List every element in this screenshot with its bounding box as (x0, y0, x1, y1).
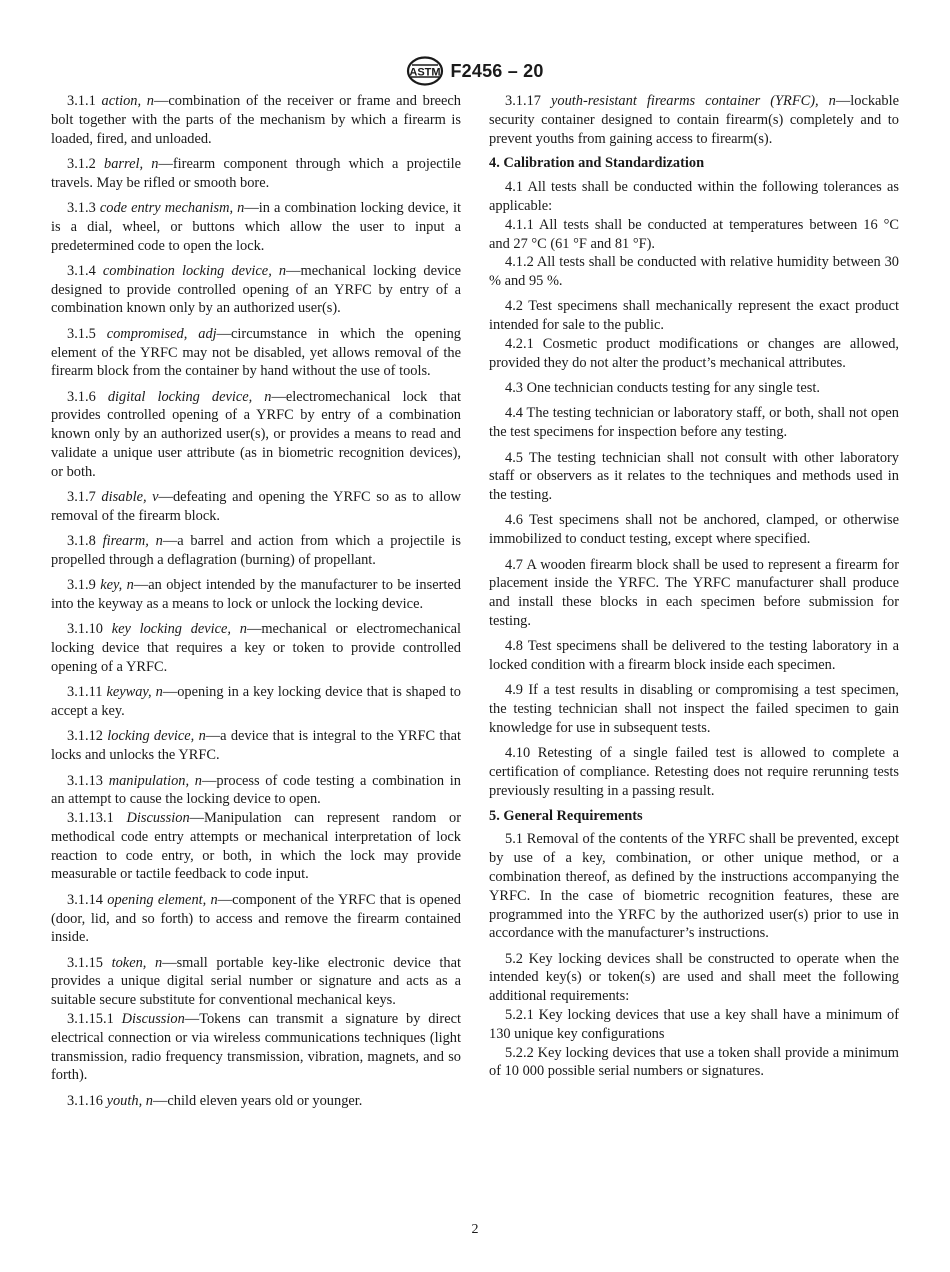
clause-number: 3.1.13.1 (67, 810, 114, 827)
defined-term: combination locking device, n (102, 262, 287, 279)
clause-paragraph (489, 511, 899, 549)
clause-number: 4.1 (505, 179, 523, 196)
defined-term: firearm, n (102, 533, 163, 550)
clause-number: 3.1.1 (67, 93, 96, 109)
clause-text: —mechanical or electromechanical locking device that requires a key or token to provide controlled opening of a YRFC. (51, 621, 461, 676)
clause-paragraph (51, 1010, 461, 1085)
clause-number: 4.9 (505, 682, 523, 699)
clause-paragraph (51, 532, 461, 570)
clause-number: 3.1.4 (67, 262, 96, 279)
clause-paragraph (51, 199, 461, 255)
clause-paragraph (489, 1044, 899, 1082)
defined-term: compromised, adj (106, 325, 217, 342)
defined-term: barrel, n (104, 155, 159, 172)
document-id: F2456 – 20 (450, 60, 544, 81)
clause-text: —Tokens can transmit a signature by direct electrical connection or via wireless communications techniques (light transmission, radio frequency transmission, vibration, magnets, and so forth). (51, 1011, 461, 1084)
clause-text: —a barrel and action from which a projectile is propelled through a deflagration (burning) of propellant. (51, 533, 462, 569)
defined-term: digital locking device, n (107, 388, 272, 405)
clause-paragraph (489, 637, 899, 675)
defined-term: youth, n (106, 1092, 153, 1109)
clause-number: 5.1 (505, 831, 523, 848)
clause-number: 4.4 (505, 405, 523, 422)
clause-paragraph (489, 556, 899, 631)
defined-term: opening element, n (107, 891, 218, 908)
defined-term: key, n (100, 577, 134, 594)
clause-number: 3.1.10 (67, 621, 103, 638)
clause-text: —opening in a key locking device that is shaped to accept a key. (51, 684, 461, 720)
clause-number: 3.1.17 (505, 93, 541, 109)
section-heading: 4. Calibration and Standardization (489, 155, 705, 172)
clause-text: —mechanical locking device designed to provide controlled opening of an YRFC by entry of a combination known only by an authorized user(s). (51, 262, 461, 317)
clause-number: 4.7 (505, 556, 523, 573)
clause-paragraph (51, 155, 461, 193)
clause-number: 3.1.12 (67, 728, 103, 745)
clause-paragraph (51, 683, 461, 721)
defined-term: code entry mechanism, n (99, 199, 245, 216)
section-heading: 5. General Requirements (489, 807, 643, 824)
clause-text: If a test results in disabling or compromising a test specimen, the testing technician shall not inspect the failed specimen to gain knowledge for use in subsequent tests. (489, 682, 899, 736)
svg-text:ASTM: ASTM (409, 66, 442, 79)
clause-number: 4.6 (505, 512, 523, 529)
clause-paragraph (51, 92, 461, 148)
clause-number: 3.1.11 (67, 684, 103, 701)
clause-text: Key locking devices that use a token shall provide a minimum of 10 000 possible serial numbers or signatures. (489, 1044, 899, 1080)
clause-paragraph (489, 335, 899, 373)
clause-text: —small portable key-like electronic device that provides a unique digital serial number or signature and acts as a suitable secure substitute for conventional mechanical keys. (51, 954, 461, 1009)
clause-number: 5.2.1 (505, 1007, 534, 1024)
clause-number: 4.10 (505, 745, 531, 762)
clause-text: —lockable security container designed to contain firearm(s) completely and to prevent youths from gaining access to firearm(s). (489, 93, 899, 147)
clause-text: —a device that is integral to the YRFC that locks and unlocks the YRFC. (51, 728, 461, 764)
clause-paragraph (489, 253, 899, 291)
clause-number: 3.1.3 (67, 199, 96, 216)
clause-number: 5.2 (505, 950, 523, 967)
clause-paragraph (489, 379, 899, 398)
clause-number: 3.1.14 (67, 891, 103, 908)
clause-number: 4.3 (505, 380, 523, 397)
right-column (489, 92, 899, 1081)
clause-paragraph (51, 809, 461, 884)
clause-paragraph (489, 1006, 899, 1044)
clause-text: All tests shall be conducted with relative humidity between 30 % and 95 %. (489, 254, 899, 290)
clause-text: —defeating and opening the YRFC so as to allow removal of the firearm block. (51, 489, 461, 524)
clause-number: 3.1.7 (67, 489, 96, 506)
defined-term: Discussion (126, 810, 190, 827)
defined-term: youth-resistant firearms container (YRFC), n (551, 93, 836, 109)
clause-paragraph (489, 830, 899, 943)
clause-paragraph (51, 620, 461, 676)
clause-paragraph (489, 681, 899, 737)
clause-text: —component of the YRFC that is opened (door, lid, and so forth) to access and remove the firearm contained inside. (51, 891, 461, 946)
astm-logo-icon (406, 56, 444, 86)
clause-text: One technician conducts testing for any single test. (526, 380, 820, 397)
clause-paragraph (51, 891, 461, 947)
clause-number: 3.1.15.1 (67, 1011, 114, 1028)
clause-paragraph (489, 297, 899, 335)
clause-paragraph (489, 950, 899, 1006)
clause-paragraph (51, 488, 461, 526)
clause-paragraph (51, 576, 461, 614)
defined-term: manipulation, n (108, 772, 202, 789)
clause-number: 3.1.16 (67, 1092, 103, 1109)
clause-number: 3.1.13 (67, 772, 103, 789)
clause-text: —firearm component through which a projectile travels. May be rifled or smooth bore. (51, 155, 461, 191)
clause-paragraph (489, 449, 899, 505)
clause-text: —an object intended by the manufacturer to be inserted into the keyway as a means to lock or unlock the locking device. (51, 577, 461, 613)
clause-text: Key locking devices that use a key shall have a minimum of 130 unique key configurations (489, 1007, 899, 1042)
clause-text: A wooden firearm block shall be used to represent a firearm for placement inside the YRFC. The YRFC manufacturer shall produce and install these blocks in each specimen before submission for testing. (489, 556, 899, 629)
clause-number: 3.1.15 (67, 954, 103, 971)
clause-paragraph (489, 216, 899, 254)
clause-number: 3.1.9 (67, 577, 96, 594)
clause-paragraph (489, 92, 899, 148)
clause-text: —child eleven years old or younger. (152, 1092, 363, 1109)
clause-text: —combination of the receiver or frame and breech bolt together with the parts of the mechanism by which a firearm is loaded, fired, and unloaded. (51, 93, 461, 147)
clause-text: The testing technician shall not consult with other laboratory staff or observers as it relates to the techniques and methods used in the testing. (489, 449, 899, 504)
clause-number: 3.1.5 (67, 325, 96, 342)
clause-text: —electromechanical lock that provides controlled opening of a YRFC by entry of a combination known only by an authorized user(s), or provides a means to read and validate a unique user attribute (as in biometric recognition devices), or both. (51, 388, 461, 480)
defined-term: key locking device, n (111, 621, 247, 638)
clause-number: 4.2.1 (505, 336, 534, 353)
clause-paragraph (51, 772, 461, 810)
clause-paragraph (489, 178, 899, 216)
clause-text: Test specimens shall mechanically represent the exact product intended for sale to the public. (489, 298, 899, 334)
page-number: 2 (471, 1222, 479, 1237)
clause-number: 4.8 (505, 638, 523, 655)
defined-term: locking device, n (107, 728, 206, 745)
clause-text: Retesting of a single failed test is allowed to complete a certification of compliance. Retesting does not require rerunning tests previously resulting in a passing result. (489, 745, 899, 799)
defined-term: action, n (101, 93, 155, 109)
defined-term: disable, v (101, 489, 159, 506)
defined-term: keyway, n (106, 684, 163, 701)
clause-number: 3.1.2 (67, 155, 96, 172)
clause-number: 4.1.2 (505, 254, 534, 271)
clause-number: 4.1.1 (505, 216, 534, 233)
clause-text: Removal of the contents of the YRFC shall be prevented, except by use of a key, combination, or other unique method, or a combination thereof, as defined by the instructions accompanying the YRFC. In the case of biometric recognition features, these are programmed into the YRFC by the authorized user(s) prior to use in accordance with the manufacturer’s instructions. (489, 831, 899, 942)
clause-text: All tests shall be conducted at temperatures between 16 °C and 27 °C (61 °F and 81 °F). (489, 216, 899, 252)
clause-paragraph (51, 727, 461, 765)
clause-text: All tests shall be conducted within the following tolerances as applicable: (489, 179, 899, 214)
clause-paragraph (51, 954, 461, 1010)
clause-paragraph (51, 262, 461, 318)
clause-paragraph (489, 404, 899, 442)
clause-text: Test specimens shall be delivered to the testing laboratory in a locked condition with a firearm block inside each specimen. (489, 638, 899, 674)
clause-text: —circumstance in which the opening element of the YRFC may not be disabled, yet allows removal of the firearm block from the container by hand without the use of tools. (51, 325, 461, 380)
clause-number: 5.2.2 (505, 1044, 534, 1061)
defined-term: token, n (111, 954, 163, 971)
clause-text: The testing technician or laboratory staff, or both, shall not open the test specimens for inspection before any testing. (489, 405, 899, 441)
page-header (0, 56, 950, 86)
clause-number: 4.5 (505, 449, 523, 466)
clause-text: Cosmetic product modifications or changes are allowed, provided they do not alter the product’s mechanical attributes. (489, 336, 899, 371)
clause-number: 3.1.8 (67, 533, 96, 550)
clause-paragraph (51, 388, 461, 482)
clause-text: —Manipulation can represent random or methodical code entry attempts or mechanical interpretation of lock reaction to code entry, or both, in which the lock may provide measurable or tactile feedback to code input. (51, 810, 461, 883)
clause-number: 3.1.6 (67, 388, 96, 405)
left-column (51, 92, 461, 1111)
clause-paragraph (489, 744, 899, 800)
clause-text: Key locking devices shall be constructed to operate when the intended key(s) or token(s) are used and shall meet the following additional requirements: (489, 950, 899, 1005)
clause-text: —process of code testing a combination in an attempt to cause the locking device to open. (51, 772, 461, 808)
clause-text: —in a combination locking device, it is a dial, wheel, or buttons which allow the user to input a predetermined code to open the lock. (51, 199, 461, 254)
clause-paragraph (51, 325, 461, 381)
clause-paragraph (51, 1092, 461, 1111)
clause-text: Test specimens shall not be anchored, clamped, or otherwise immobilized to conduct testing, except where specified. (489, 512, 899, 548)
clause-number: 4.2 (505, 298, 523, 315)
defined-term: Discussion (121, 1011, 185, 1028)
